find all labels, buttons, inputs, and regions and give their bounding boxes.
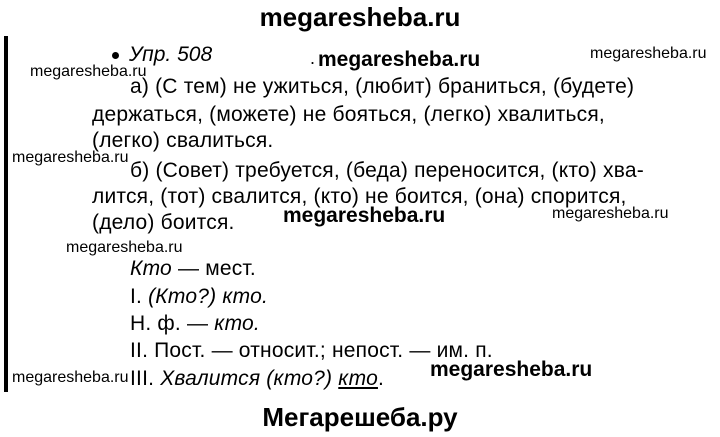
roman-numeral: I. xyxy=(130,285,149,308)
watermark-small: megaresheba.ru xyxy=(30,63,147,80)
analysis-line-3: II. Пост. — относит.; непост. — им. п. xyxy=(130,339,493,362)
watermark-small: megaresheba.ru xyxy=(12,369,129,386)
analysis-question: (Кто?) кто. xyxy=(148,285,269,308)
analysis-heading xyxy=(130,256,256,282)
exercise-title-text: Упр. 508 xyxy=(129,43,213,66)
bullet-icon xyxy=(112,52,119,59)
left-border xyxy=(4,36,8,392)
part-b-line-1: б) (Совет) требуется, (беда) переносится, (кто) хва- xyxy=(130,159,644,182)
part-b-line-3: (дело) боится. xyxy=(92,211,235,234)
analysis-period: . xyxy=(377,367,385,390)
analysis-pos: — мест. xyxy=(171,257,256,280)
part-a-line-1: а) (С тем) не ужиться, (любит) браниться, (будете) xyxy=(130,75,635,98)
initial-form-label: Н. ф. — xyxy=(130,312,215,335)
analysis-line-2 xyxy=(130,311,260,337)
analysis-word: Кто xyxy=(130,257,172,280)
analysis-line-4 xyxy=(130,366,384,392)
part-a-line-2: держаться, (можете) не бояться, (легко) хвалиться, xyxy=(92,103,605,126)
site-header: megaresheba.ru xyxy=(259,2,461,32)
analysis-underlined-word: кто xyxy=(338,367,378,390)
watermark-small: megaresheba.ru xyxy=(12,149,129,166)
roman-numeral: III. xyxy=(130,367,161,390)
watermark-small: megaresheba.ru xyxy=(552,205,669,222)
watermark-bold: megaresheba.ru xyxy=(318,48,481,71)
analysis-sentence: Хвалится (кто?) xyxy=(160,367,339,390)
analysis-line-1 xyxy=(130,284,268,310)
part-b-line-2: лится, (тот) свалится, (кто) не боится, (она) спорится, xyxy=(92,185,627,208)
stray-dot: . xyxy=(310,48,316,68)
initial-form-word: кто. xyxy=(214,312,260,335)
watermark-bold: megaresheba.ru xyxy=(283,204,446,227)
watermark-bold: megaresheba.ru xyxy=(430,358,593,381)
watermark-small: megaresheba.ru xyxy=(590,45,707,62)
site-footer: Мегарешеба.ру xyxy=(262,402,458,432)
part-a-line-3: (легко) свалиться. xyxy=(92,129,274,152)
watermark-small: megaresheba.ru xyxy=(66,239,183,256)
